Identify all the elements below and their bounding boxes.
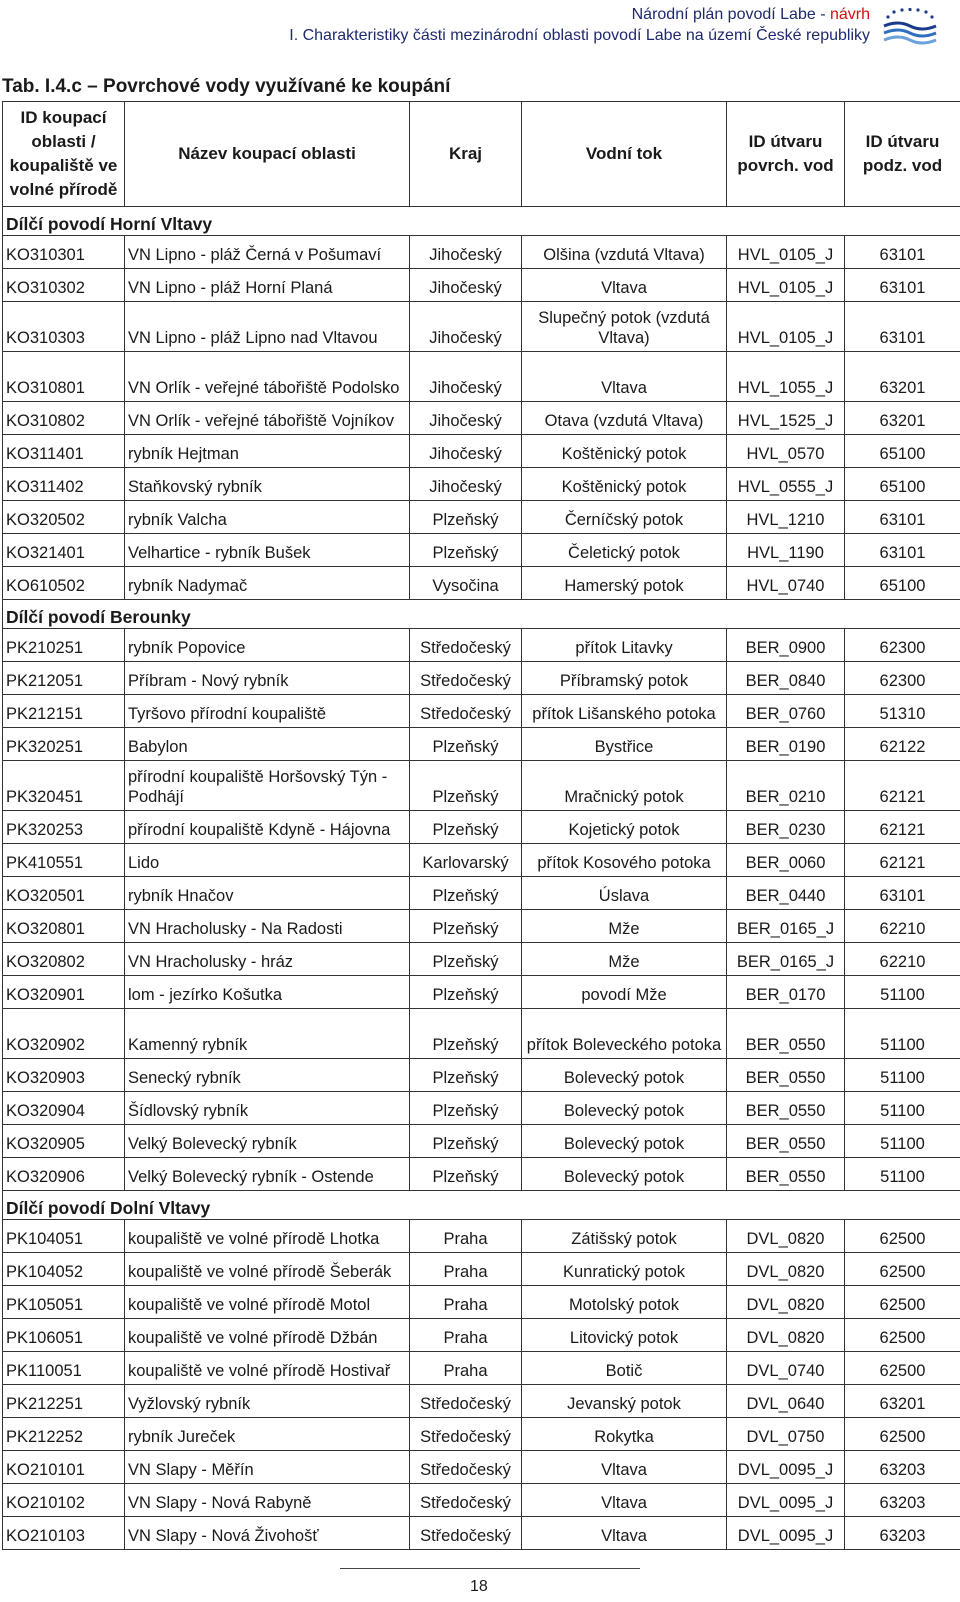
cell-watercourse: Zátišský potok	[522, 1220, 727, 1253]
table-row	[3, 302, 960, 352]
table-row	[3, 877, 960, 910]
cell-name: koupaliště ve volné přírodě Džbán	[125, 1319, 410, 1352]
section-header-row	[3, 600, 960, 629]
cell-region: Středočeský	[410, 1517, 522, 1550]
cell-surface-id: HVL_1055_J	[727, 352, 845, 402]
cell-surface-id: BER_0550	[727, 1009, 845, 1059]
table-row	[3, 1158, 960, 1191]
table-row	[3, 501, 960, 534]
cell-region: Středočeský	[410, 1484, 522, 1517]
col-header-id: ID koupací oblasti / koupaliště ve volné přírodě	[3, 102, 125, 207]
cell-surface-id: DVL_0750	[727, 1418, 845, 1451]
col-header-watercourse: Vodní tok	[522, 102, 727, 207]
cell-region: Plzeňský	[410, 761, 522, 811]
document-header	[289, 4, 870, 46]
cell-watercourse: přítok Lišanského potoka	[522, 695, 727, 728]
cell-ground-id: 63203	[845, 1517, 960, 1550]
section-title: Dílčí povodí Horní Vltavy	[3, 207, 960, 236]
cell-name: Velký Bolevecký rybník	[125, 1125, 410, 1158]
cell-surface-id: DVL_0095_J	[727, 1484, 845, 1517]
cell-surface-id: HVL_0570	[727, 435, 845, 468]
cell-region: Plzeňský	[410, 534, 522, 567]
cell-watercourse: Vltava	[522, 1451, 727, 1484]
table-row	[3, 811, 960, 844]
cell-region: Jihočeský	[410, 468, 522, 501]
cell-ground-id: 63101	[845, 236, 960, 269]
cell-ground-id: 51100	[845, 1009, 960, 1059]
cell-watercourse: Vltava	[522, 352, 727, 402]
cell-ground-id: 62500	[845, 1319, 960, 1352]
cell-ground-id: 65100	[845, 468, 960, 501]
cell-watercourse: přítok Kosového potoka	[522, 844, 727, 877]
cell-watercourse: Olšina (vzdutá Vltava)	[522, 236, 727, 269]
table-title: Tab. I.4.c – Povrchové vody využívané ke koupání	[2, 76, 451, 97]
header-draft-label: návrh	[829, 6, 870, 23]
cell-region: Plzeňský	[410, 728, 522, 761]
cell-surface-id: BER_0190	[727, 728, 845, 761]
cell-name: VN Lipno - pláž Lipno nad Vltavou	[125, 302, 410, 352]
table-row	[3, 761, 960, 811]
cell-watercourse: přítok Litavky	[522, 629, 727, 662]
cell-id: KO310302	[3, 269, 125, 302]
cell-id: KO320903	[3, 1059, 125, 1092]
cell-region: Jihočeský	[410, 302, 522, 352]
table-row	[3, 695, 960, 728]
cell-id: KO310801	[3, 352, 125, 402]
cell-region: Plzeňský	[410, 811, 522, 844]
cell-region: Plzeňský	[410, 1009, 522, 1059]
cell-name: VN Hracholusky - Na Radosti	[125, 910, 410, 943]
cell-ground-id: 62300	[845, 662, 960, 695]
cell-region: Jihočeský	[410, 236, 522, 269]
cell-ground-id: 62122	[845, 728, 960, 761]
cell-ground-id: 62500	[845, 1220, 960, 1253]
cell-id: PK104052	[3, 1253, 125, 1286]
section-header-row	[3, 207, 960, 236]
cell-region: Středočeský	[410, 1385, 522, 1418]
cell-name: VN Orlík - veřejné tábořiště Vojníkov	[125, 402, 410, 435]
cell-name: VN Slapy - Měřín	[125, 1451, 410, 1484]
table-row	[3, 1092, 960, 1125]
col-header-region: Kraj	[410, 102, 522, 207]
cell-region: Středočeský	[410, 629, 522, 662]
cell-region: Jihočeský	[410, 402, 522, 435]
cell-ground-id: 62121	[845, 811, 960, 844]
cell-watercourse: Bolevecký potok	[522, 1158, 727, 1191]
cell-surface-id: BER_0550	[727, 1092, 845, 1125]
cell-name: Velhartice - rybník Bušek	[125, 534, 410, 567]
table-row	[3, 1253, 960, 1286]
cell-ground-id: 63101	[845, 877, 960, 910]
cell-watercourse: Kojetický potok	[522, 811, 727, 844]
cell-watercourse: Botič	[522, 1352, 727, 1385]
cell-ground-id: 65100	[845, 435, 960, 468]
cell-region: Středočeský	[410, 695, 522, 728]
cell-name: koupaliště ve volné přírodě Lhotka	[125, 1220, 410, 1253]
cell-watercourse: Motolský potok	[522, 1286, 727, 1319]
cell-region: Středočeský	[410, 662, 522, 695]
table-row	[3, 1125, 960, 1158]
table-row	[3, 468, 960, 501]
cell-ground-id: 62300	[845, 629, 960, 662]
section-title: Dílčí povodí Dolní Vltavy	[3, 1191, 960, 1220]
cell-region: Plzeňský	[410, 943, 522, 976]
cell-id: KO310301	[3, 236, 125, 269]
cell-surface-id: HVL_1525_J	[727, 402, 845, 435]
cell-region: Středočeský	[410, 1451, 522, 1484]
col-header-surface-id: ID útvaru povrch. vod	[727, 102, 845, 207]
cell-region: Jihočeský	[410, 435, 522, 468]
cell-ground-id: 51310	[845, 695, 960, 728]
cell-name: Velký Bolevecký rybník - Ostende	[125, 1158, 410, 1191]
cell-name: koupaliště ve volné přírodě Hostivař	[125, 1352, 410, 1385]
cell-watercourse: Bolevecký potok	[522, 1125, 727, 1158]
cell-surface-id: DVL_0095_J	[727, 1451, 845, 1484]
cell-name: Šídlovský rybník	[125, 1092, 410, 1125]
table-row	[3, 844, 960, 877]
cell-name: Senecký rybník	[125, 1059, 410, 1092]
cell-id: KO311401	[3, 435, 125, 468]
cell-watercourse: Vltava	[522, 269, 727, 302]
table-row	[3, 1059, 960, 1092]
cell-id: KO320502	[3, 501, 125, 534]
cell-surface-id: BER_0060	[727, 844, 845, 877]
cell-id: PK104051	[3, 1220, 125, 1253]
cell-name: rybník Nadymač	[125, 567, 410, 600]
cell-name: Příbram - Nový rybník	[125, 662, 410, 695]
cell-id: KO320906	[3, 1158, 125, 1191]
col-header-name: Název koupací oblasti	[125, 102, 410, 207]
cell-surface-id: HVL_1190	[727, 534, 845, 567]
cell-id: PK210251	[3, 629, 125, 662]
cell-name: koupaliště ve volné přírodě Motol	[125, 1286, 410, 1319]
cell-ground-id: 62500	[845, 1253, 960, 1286]
cell-watercourse: Bolevecký potok	[522, 1059, 727, 1092]
cell-watercourse: Slupečný potok (vzdutá Vltava)	[522, 302, 727, 352]
table-row	[3, 352, 960, 402]
header-line-2: I. Charakteristiky části mezinárodní oblasti povodí Labe na území České republiky	[289, 27, 870, 44]
cell-surface-id: BER_0840	[727, 662, 845, 695]
cell-id: PK212051	[3, 662, 125, 695]
cell-id: KO320901	[3, 976, 125, 1009]
cell-ground-id: 65100	[845, 567, 960, 600]
table-row	[3, 269, 960, 302]
cell-id: PK320251	[3, 728, 125, 761]
cell-region: Plzeňský	[410, 1125, 522, 1158]
cell-watercourse: Bolevecký potok	[522, 1092, 727, 1125]
cell-region: Praha	[410, 1319, 522, 1352]
cell-region: Plzeňský	[410, 1092, 522, 1125]
cell-ground-id: 62121	[845, 761, 960, 811]
cell-watercourse: Kunratický potok	[522, 1253, 727, 1286]
cell-surface-id: HVL_0740	[727, 567, 845, 600]
table-header-row	[3, 102, 960, 207]
cell-region: Vysočina	[410, 567, 522, 600]
cell-name: VN Lipno - pláž Horní Planá	[125, 269, 410, 302]
cell-surface-id: BER_0550	[727, 1158, 845, 1191]
cell-name: koupaliště ve volné přírodě Šeberák	[125, 1253, 410, 1286]
cell-region: Plzeňský	[410, 1059, 522, 1092]
cell-watercourse: Vltava	[522, 1517, 727, 1550]
cell-surface-id: BER_0170	[727, 976, 845, 1009]
table-row	[3, 1352, 960, 1385]
cell-region: Praha	[410, 1220, 522, 1253]
cell-watercourse: Vltava	[522, 1484, 727, 1517]
cell-id: KO311402	[3, 468, 125, 501]
cell-name: rybník Valcha	[125, 501, 410, 534]
table-row	[3, 1009, 960, 1059]
cell-id: KO310303	[3, 302, 125, 352]
cell-name: Babylon	[125, 728, 410, 761]
cell-surface-id: BER_0760	[727, 695, 845, 728]
cell-id: KO310802	[3, 402, 125, 435]
table-row	[3, 1286, 960, 1319]
cell-watercourse: Příbramský potok	[522, 662, 727, 695]
cell-surface-id: DVL_0820	[727, 1253, 845, 1286]
table-row	[3, 236, 960, 269]
cell-id: PK110051	[3, 1352, 125, 1385]
cell-id: PK212151	[3, 695, 125, 728]
table-row	[3, 910, 960, 943]
cell-id: PK212252	[3, 1418, 125, 1451]
cell-name: lom - jezírko Košutka	[125, 976, 410, 1009]
cell-surface-id: BER_0550	[727, 1059, 845, 1092]
table-row	[3, 1418, 960, 1451]
cell-id: KO210102	[3, 1484, 125, 1517]
cell-id: KO321401	[3, 534, 125, 567]
table-row	[3, 1517, 960, 1550]
cell-name: Kamenný rybník	[125, 1009, 410, 1059]
page-number: 18	[470, 1578, 488, 1595]
cell-surface-id: HVL_0555_J	[727, 468, 845, 501]
cell-ground-id: 62121	[845, 844, 960, 877]
cell-name: rybník Popovice	[125, 629, 410, 662]
cell-surface-id: BER_0440	[727, 877, 845, 910]
cell-region: Plzeňský	[410, 976, 522, 1009]
header-plan-title: Národní plán povodí Labe -	[631, 6, 830, 23]
cell-ground-id: 51100	[845, 1092, 960, 1125]
cell-region: Plzeňský	[410, 1158, 522, 1191]
table-row	[3, 1220, 960, 1253]
cell-watercourse: Mže	[522, 910, 727, 943]
cell-surface-id: HVL_0105_J	[727, 302, 845, 352]
cell-region: Jihočeský	[410, 352, 522, 402]
cell-watercourse: Rokytka	[522, 1418, 727, 1451]
cell-watercourse: Mže	[522, 943, 727, 976]
cell-region: Plzeňský	[410, 877, 522, 910]
cell-surface-id: HVL_0105_J	[727, 236, 845, 269]
cell-surface-id: DVL_0820	[727, 1286, 845, 1319]
cell-surface-id: BER_0550	[727, 1125, 845, 1158]
cell-name: Vyžlovský rybník	[125, 1385, 410, 1418]
cell-ground-id: 51100	[845, 1059, 960, 1092]
cell-ground-id: 63203	[845, 1451, 960, 1484]
section-title: Dílčí povodí Berounky	[3, 600, 960, 629]
cell-ground-id: 62210	[845, 910, 960, 943]
cell-surface-id: HVL_1210	[727, 501, 845, 534]
cell-id: PK105051	[3, 1286, 125, 1319]
table-row	[3, 943, 960, 976]
cell-watercourse: Koštěnický potok	[522, 435, 727, 468]
cell-ground-id: 63203	[845, 1484, 960, 1517]
cell-ground-id: 63101	[845, 501, 960, 534]
cell-id: KO320905	[3, 1125, 125, 1158]
cell-name: přírodní koupaliště Horšovský Týn - Podhájí	[125, 761, 410, 811]
cell-name: rybník Hnačov	[125, 877, 410, 910]
cell-watercourse: povodí Mže	[522, 976, 727, 1009]
cell-name: přírodní koupaliště Kdyně - Hájovna	[125, 811, 410, 844]
cell-id: PK410551	[3, 844, 125, 877]
cell-id: KO210103	[3, 1517, 125, 1550]
cell-name: rybník Hejtman	[125, 435, 410, 468]
cell-region: Středočeský	[410, 1418, 522, 1451]
cell-watercourse: Mračnický potok	[522, 761, 727, 811]
table-row	[3, 435, 960, 468]
cell-id: KO610502	[3, 567, 125, 600]
table-row	[3, 1319, 960, 1352]
cell-name: VN Orlík - veřejné tábořiště Podolsko	[125, 352, 410, 402]
cell-region: Praha	[410, 1352, 522, 1385]
cell-surface-id: BER_0900	[727, 629, 845, 662]
cell-surface-id: DVL_0820	[727, 1220, 845, 1253]
cell-ground-id: 62500	[845, 1352, 960, 1385]
cell-watercourse: Čeletický potok	[522, 534, 727, 567]
cell-id: KO320801	[3, 910, 125, 943]
cell-surface-id: HVL_0105_J	[727, 269, 845, 302]
cell-name: VN Slapy - Nová Rabyně	[125, 1484, 410, 1517]
cell-watercourse: Bystřice	[522, 728, 727, 761]
cell-id: PK212251	[3, 1385, 125, 1418]
cell-ground-id: 51100	[845, 976, 960, 1009]
cell-watercourse: Litovický potok	[522, 1319, 727, 1352]
cell-surface-id: DVL_0820	[727, 1319, 845, 1352]
table-row	[3, 662, 960, 695]
logo-icon	[880, 6, 938, 46]
cell-region: Praha	[410, 1253, 522, 1286]
table-row	[3, 1385, 960, 1418]
table-row	[3, 976, 960, 1009]
cell-watercourse: Jevanský potok	[522, 1385, 727, 1418]
cell-ground-id: 62500	[845, 1286, 960, 1319]
cell-surface-id: DVL_0640	[727, 1385, 845, 1418]
table-row	[3, 402, 960, 435]
cell-surface-id: BER_0230	[727, 811, 845, 844]
cell-ground-id: 63201	[845, 352, 960, 402]
footer-divider	[340, 1568, 640, 1569]
cell-ground-id: 63101	[845, 269, 960, 302]
cell-watercourse: Koštěnický potok	[522, 468, 727, 501]
cell-region: Karlovarský	[410, 844, 522, 877]
cell-id: KO320501	[3, 877, 125, 910]
cell-surface-id: BER_0165_J	[727, 943, 845, 976]
cell-region: Plzeňský	[410, 910, 522, 943]
cell-surface-id: DVL_0095_J	[727, 1517, 845, 1550]
cell-surface-id: DVL_0740	[727, 1352, 845, 1385]
cell-name: Staňkovský rybník	[125, 468, 410, 501]
table-row	[3, 567, 960, 600]
table-row	[3, 1484, 960, 1517]
cell-surface-id: BER_0210	[727, 761, 845, 811]
cell-name: VN Lipno - pláž Černá v Pošumaví	[125, 236, 410, 269]
cell-ground-id: 62500	[845, 1418, 960, 1451]
cell-id: PK320253	[3, 811, 125, 844]
table-row	[3, 728, 960, 761]
cell-watercourse: Otava (vzdutá Vltava)	[522, 402, 727, 435]
cell-name: Lido	[125, 844, 410, 877]
table-row	[3, 534, 960, 567]
cell-watercourse: Hamerský potok	[522, 567, 727, 600]
cell-ground-id: 63101	[845, 534, 960, 567]
header-line-1	[289, 4, 870, 25]
cell-name: Tyršovo přírodní koupaliště	[125, 695, 410, 728]
cell-id: KO320802	[3, 943, 125, 976]
cell-ground-id: 63101	[845, 302, 960, 352]
cell-ground-id: 51100	[845, 1158, 960, 1191]
cell-surface-id: BER_0165_J	[727, 910, 845, 943]
cell-id: PK320451	[3, 761, 125, 811]
cell-region: Plzeňský	[410, 501, 522, 534]
bathing-waters-table	[2, 101, 960, 1550]
cell-watercourse: Úslava	[522, 877, 727, 910]
cell-id: KO320904	[3, 1092, 125, 1125]
cell-id: KO320902	[3, 1009, 125, 1059]
cell-name: rybník Jureček	[125, 1418, 410, 1451]
section-header-row	[3, 1191, 960, 1220]
cell-ground-id: 51100	[845, 1125, 960, 1158]
cell-id: KO210101	[3, 1451, 125, 1484]
cell-id: PK106051	[3, 1319, 125, 1352]
cell-ground-id: 62210	[845, 943, 960, 976]
table-row	[3, 1451, 960, 1484]
cell-region: Praha	[410, 1286, 522, 1319]
cell-watercourse: Černíčský potok	[522, 501, 727, 534]
cell-watercourse: přítok Bolevеckého potoka	[522, 1009, 727, 1059]
col-header-ground-id: ID útvaru podz. vod	[845, 102, 960, 207]
cell-name: VN Slapy - Nová Živohošť	[125, 1517, 410, 1550]
cell-ground-id: 63201	[845, 1385, 960, 1418]
cell-region: Jihočeský	[410, 269, 522, 302]
table-row	[3, 629, 960, 662]
cell-ground-id: 63201	[845, 402, 960, 435]
cell-name: VN Hracholusky - hráz	[125, 943, 410, 976]
